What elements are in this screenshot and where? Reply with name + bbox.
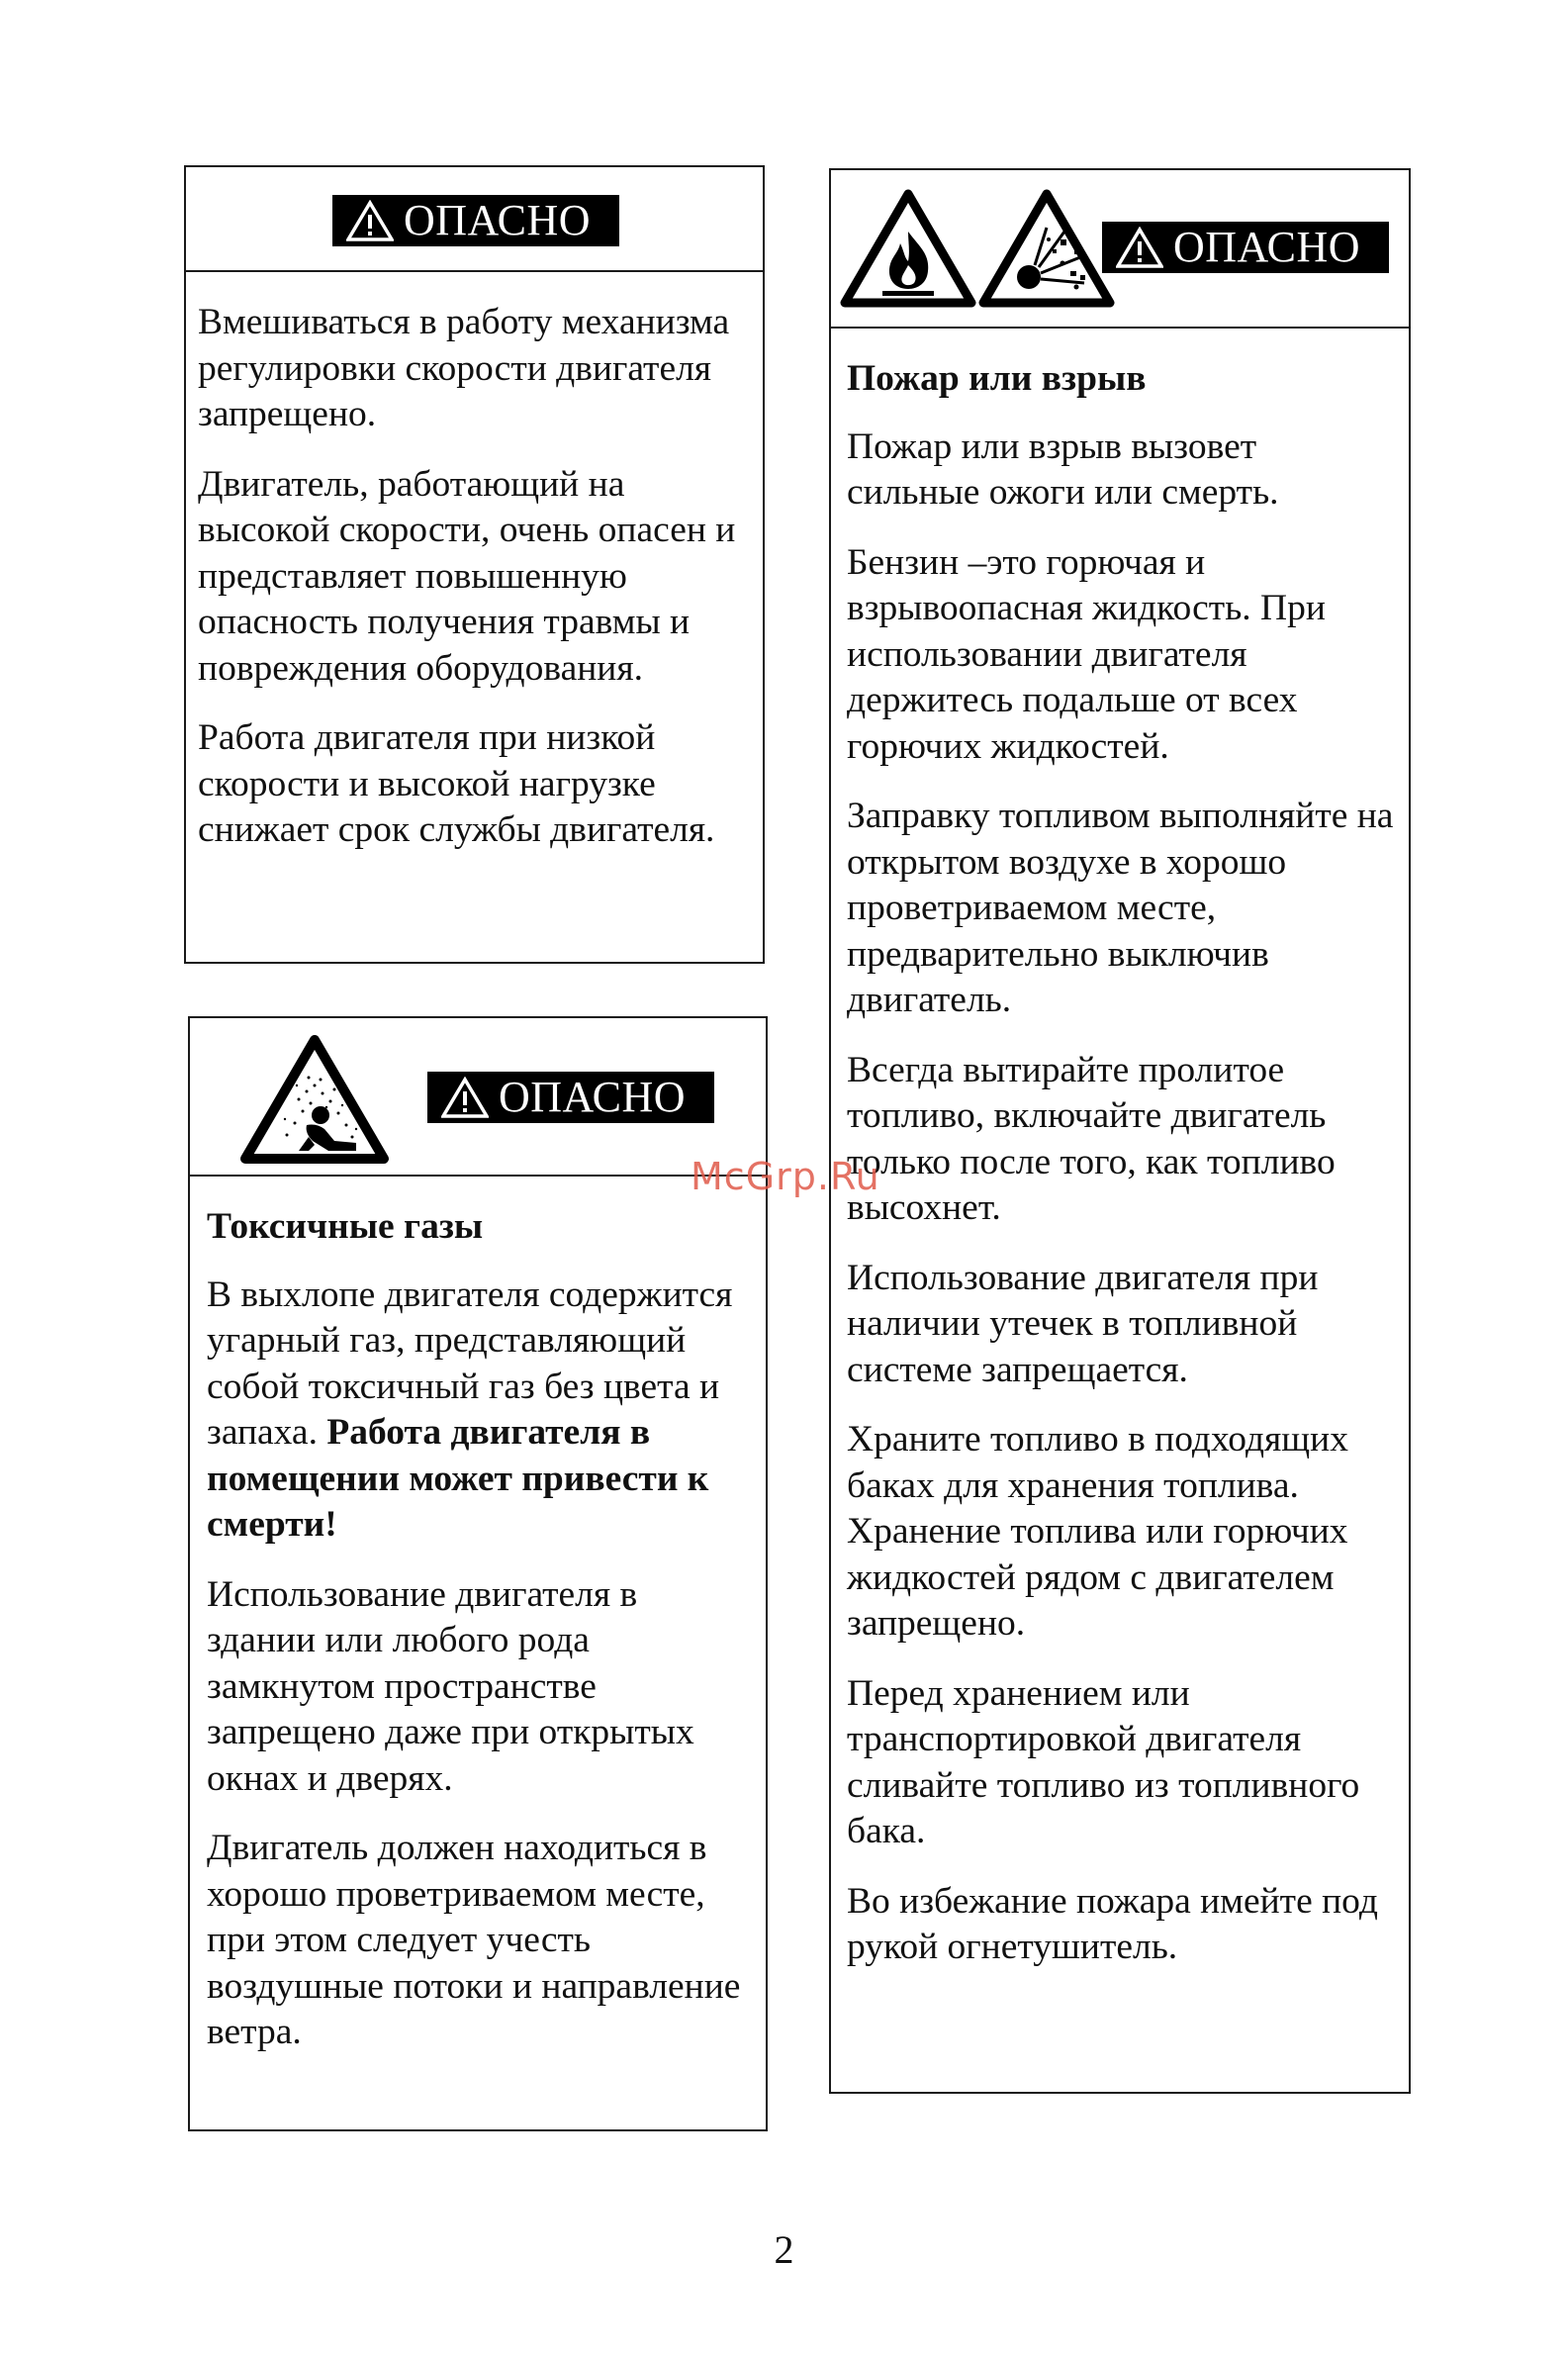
paragraph: Использование двигателя в здании или любого рода замкнутом пространстве запрещено даже при открытых окнах и дверях.: [207, 1573, 694, 1799]
warning-box-header: [831, 170, 1409, 329]
danger-badge: [1102, 222, 1389, 273]
page-number: 2: [774, 2227, 794, 2272]
paragraph: Пожар или взрыв вызовет сильные ожоги или смерть.: [847, 425, 1279, 513]
paragraph: Вмешиваться в работу механизма регулировки скорости двигателя запрещено.: [198, 302, 730, 434]
paragraph: Храните топливо в подходящих баках для хранения топлива. Хранение топлива или горючих жидкостей рядом с двигателем запрещено.: [847, 1419, 1349, 1644]
paragraph: Двигатель, работающий на высокой скорости, очень опасен и представляет повышенную опасность получения травмы и повреждения оборудования.: [198, 463, 736, 689]
section-heading: Токсичные газы: [207, 1206, 484, 1247]
paragraph: Бензин –это горючая и взрывоопасная жидкость. При использовании двигателя держитесь подальше от всех горючих жидкостей.: [847, 541, 1326, 767]
section-heading: Пожар или взрыв: [847, 358, 1147, 399]
paragraph: Заправку топливом выполняйте на открытом воздухе в хорошо проветриваемом месте, предварительно выключив двигатель.: [847, 796, 1394, 1020]
danger-badge: [332, 195, 619, 246]
warning-box-speed: [184, 165, 765, 964]
warning-box-body: [831, 329, 1409, 1971]
warning-triangle-icon: [441, 1077, 489, 1118]
warning-box-body: [186, 272, 763, 854]
danger-badge-label: ОПАСНО: [404, 196, 592, 244]
warning-box-body: [190, 1177, 766, 2056]
paragraph: Перед хранением или транспортировкой двигателя сливайте топливо из топливного бака.: [847, 1672, 1360, 1851]
paragraph: Работа двигателя при низкой скорости и высокой нагрузке снижает срок службы двигателя.: [198, 717, 715, 850]
explosive-warning-icon: [977, 188, 1116, 311]
warning-box-fire: [829, 168, 1411, 2094]
warning-box-toxic: [188, 1016, 768, 2131]
danger-badge-label: ОПАСНО: [1173, 223, 1361, 271]
warning-box-header: [190, 1018, 766, 1177]
paragraph: [207, 1272, 752, 1549]
toxic-gas-warning-icon: [239, 1034, 390, 1167]
warning-box-header: [186, 167, 763, 272]
flammable-warning-icon: [839, 188, 977, 311]
watermark: McGrp.Ru: [691, 1155, 880, 1198]
danger-badge-label: ОПАСНО: [499, 1073, 687, 1121]
paragraph-text: В выхлопе двигателя содержится угарный газ, представляющий собой токсичный газ без цвета и запаха.: [207, 1273, 733, 1453]
paragraph: Двигатель должен находиться в хорошо проветриваемом месте, при этом следует учесть воздушные потоки и направление ветра.: [207, 1828, 741, 2052]
bold-warning-text: Работа двигателя в помещении может привести к смерти!: [207, 1412, 709, 1545]
paragraph: Использование двигателя при наличии утечек в топливной системе запрещается.: [847, 1257, 1319, 1390]
warning-triangle-icon: [1116, 227, 1163, 268]
danger-badge: [427, 1072, 714, 1123]
warning-triangle-icon: [346, 200, 394, 241]
paragraph: Во избежание пожара имейте под рукой огнетушитель.: [847, 1880, 1378, 1967]
paragraph: Всегда вытирайте пролитое топливо, включайте двигатель только после того, как топливо высохнет.: [847, 1049, 1336, 1228]
